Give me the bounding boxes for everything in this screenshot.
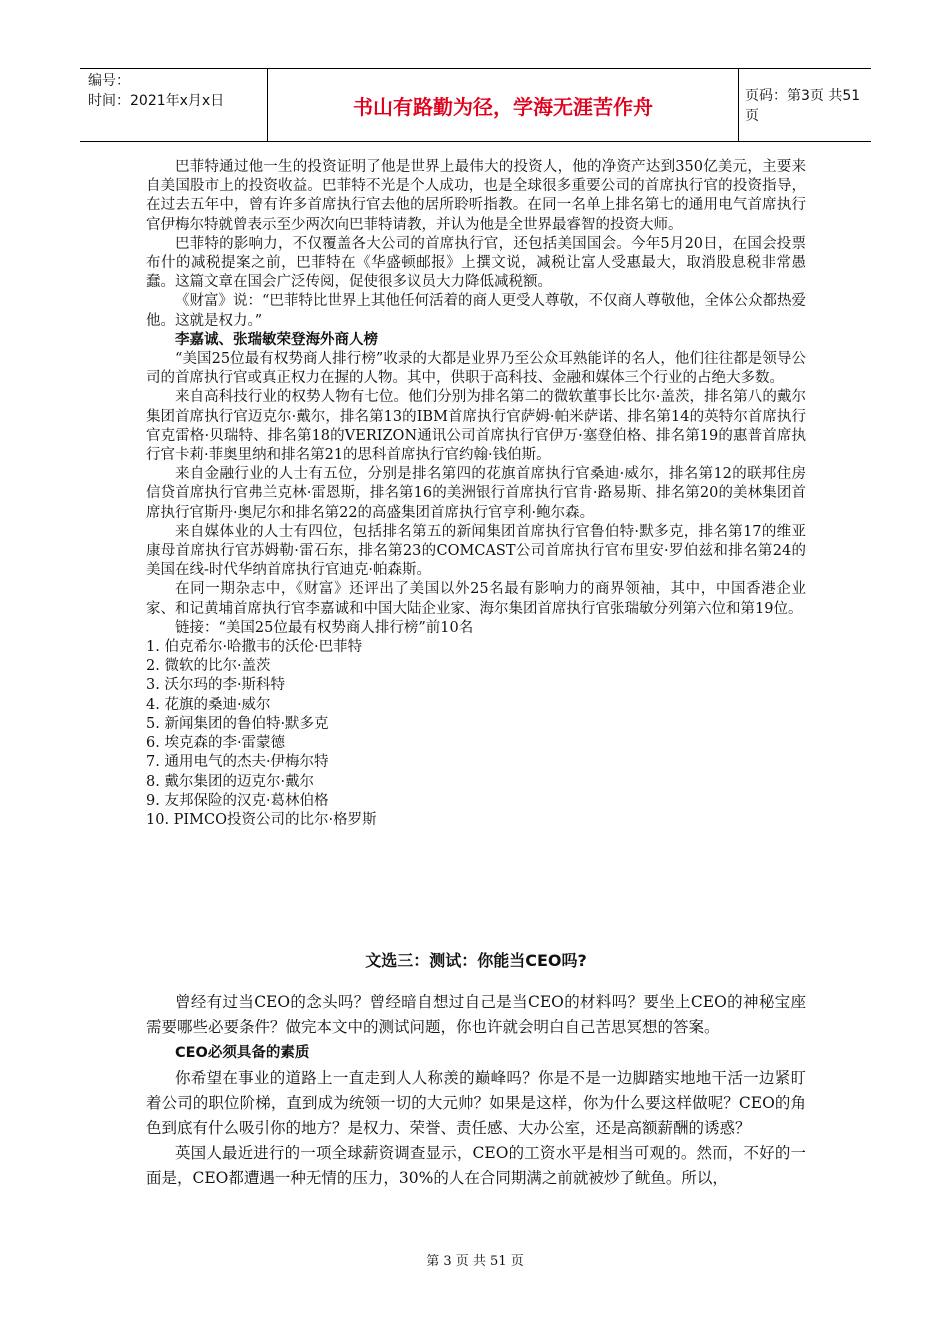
paragraph: 来自金融行业的人士有五位，分别是排名第四的花旗首席执行官桑迪·威尔，排名第12的联邦住房信贷首席执行官弗兰克林·雷恩斯，排名第16的美洲银行首席执行官肯·路易斯、排名第20的美林集团首席执行官斯丹·奥尼尔和排名第22的高盛集团首席执行官亨利·鲍尔森。	[146, 466, 806, 521]
paragraph: 英国人最近进行的一项全球薪资调查显示，CEO的工资水平是相当可观的。然而，不好的一面是，CEO都遭遇一种无情的压力，30%的人在合同期满之前就被炒了鱿鱼。所以，	[146, 1144, 806, 1187]
list-item: 6. 埃克森的李·雷蒙德	[146, 735, 286, 752]
section-2-title: 文选三：测试：你能当CEO吗?	[365, 951, 587, 970]
paragraph: 曾经有过当CEO的念头吗？曾经暗自想过自己是当CEO的材料吗？要坐上CEO的神秘宝座需要哪些必要条件？做完本文中的测试问题，你也许就会明白自己苦思冥想的答案。	[146, 993, 806, 1036]
list-item: 8. 戴尔集团的迈克尔·戴尔	[146, 773, 315, 790]
subheading: CEO必须具备的素质	[175, 1045, 310, 1061]
paragraph: 巴菲特通过他一生的投资证明了他是世界上最伟大的投资人，他的净资产达到350亿美元，主要来自美国股市上的投资收益。巴菲特不光是个人成功，也是全球很多重要公司的首席执行官的投资指导，在过去五年中，曾有许多首席执行官去他的居所聆听指教。在同一名单上排名第七的通用电气首席执行官伊梅尔特就曾表示至少两次向巴菲特请教，并认为他是全世界最睿智的投资大师。	[146, 159, 806, 233]
header-number: 编号：	[88, 73, 130, 89]
list-item: 1. 伯克希尔·哈撒韦的沃伦·巴菲特	[146, 639, 363, 656]
list-item: 10. PIMCO投资公司的比尔·格罗斯	[146, 811, 377, 828]
paragraph: 你希望在事业的道路上一直走到人人称羡的巅峰吗？你是不是一边脚踏实地地干活一边紧盯着公司的职位阶梯，直到成为统领一切的大元帅？如果是这样，你为什么要这样做呢？CEO的角色到底有什么吸引你的地方？是权力、荣誉、责任感、大办公室，还是高额薪酬的诱惑？	[146, 1069, 806, 1137]
list-item: 5. 新闻集团的鲁伯特·默多克	[146, 715, 329, 732]
subheading: 李嘉诚、张瑞敏荣登海外商人榜	[175, 331, 378, 348]
list-item: 3. 沃尔玛的李·斯科特	[146, 677, 286, 694]
paragraph: 《财富》说：“巴菲特比世界上其他任何活着的商人更受人尊敬，不仅商人尊敬他，全体公众都热爱他。这就是权力。”	[146, 293, 806, 329]
header-meta	[80, 69, 268, 141]
paragraph: 来自媒体业的人士有四位，包括排名第五的新闻集团首席执行官鲁伯特·默多克，排名第17的维亚康母首席执行官苏姆勒·雷石东，排名第23的COMCAST公司首席执行官布里安·罗伯兹和排名第24的美国在线-时代华纳首席执行官迪克·帕森斯。	[146, 523, 806, 579]
header-motto: 书山有路勤为径，学海无涯苦作舟	[268, 69, 739, 141]
page-footer: 第 3 页 共 51 页	[426, 1254, 524, 1269]
list-item: 9. 友邦保险的汉克·葛林伯格	[146, 792, 329, 809]
paragraph: 巴菲特的影响力，不仅覆盖各大公司的首席执行官，还包括美国国会。今年5月20日，在国会投票布什的减税提案之前，巴菲特在《华盛顿邮报》上撰文说，减税让富人受惠最大，取消股息税非常愚蠢。这篇文章在国会广泛传阅，促使很多议员大力降低减税额。	[146, 235, 806, 291]
link-line: 链接：“美国25位最有权势商人排行榜”前10名	[175, 619, 474, 636]
paragraph: “美国25位最有权势商人排行榜”收录的大都是业界乃至公众耳熟能详的名人，他们往往都是领导公司的首席执行官或真正权力在握的人物。其中，供职于高科技、金融和媒体三个行业的占绝大多数。	[146, 351, 806, 387]
list-item: 4. 花旗的桑迪·威尔	[146, 696, 271, 713]
ranking-list	[146, 638, 806, 830]
paragraph: 在同一期杂志中，《财富》还评出了美国以外25名最有影响力的商界领袖，其中，中国香港企业家、和记黄埔首席执行官李嘉诚和中国大陆企业家、海尔集团首席执行官张瑞敏分列第六位和第19位。	[146, 581, 806, 617]
list-item: 2. 微软的比尔·盖茨	[146, 658, 271, 675]
header-table	[80, 68, 871, 142]
section-2-body	[146, 990, 806, 1191]
list-item: 7. 通用电气的杰夫·伊梅尔特	[146, 754, 329, 771]
header-page: 页码：第3页 共51页	[745, 88, 861, 124]
section-1-body	[146, 158, 806, 830]
header-time: 时间：2021年x月x日	[88, 93, 225, 109]
paragraph: 来自高科技行业的权势人物有七位。他们分别为排名第二的微软董事长比尔·盖茨，排名第八的戴尔集团首席执行官迈克尔·戴尔，排名第13的IBM首席执行官萨姆·帕米萨诺、排名第14的英特尔首席执行官克雷格·贝瑞特、排名第18的VERIZON通讯公司首席执行官伊万·塞登伯格、排名第19的惠普首席执行官卡莉·菲奥里纳和排名第21的思科首席执行官约翰·钱伯斯。	[146, 389, 806, 464]
